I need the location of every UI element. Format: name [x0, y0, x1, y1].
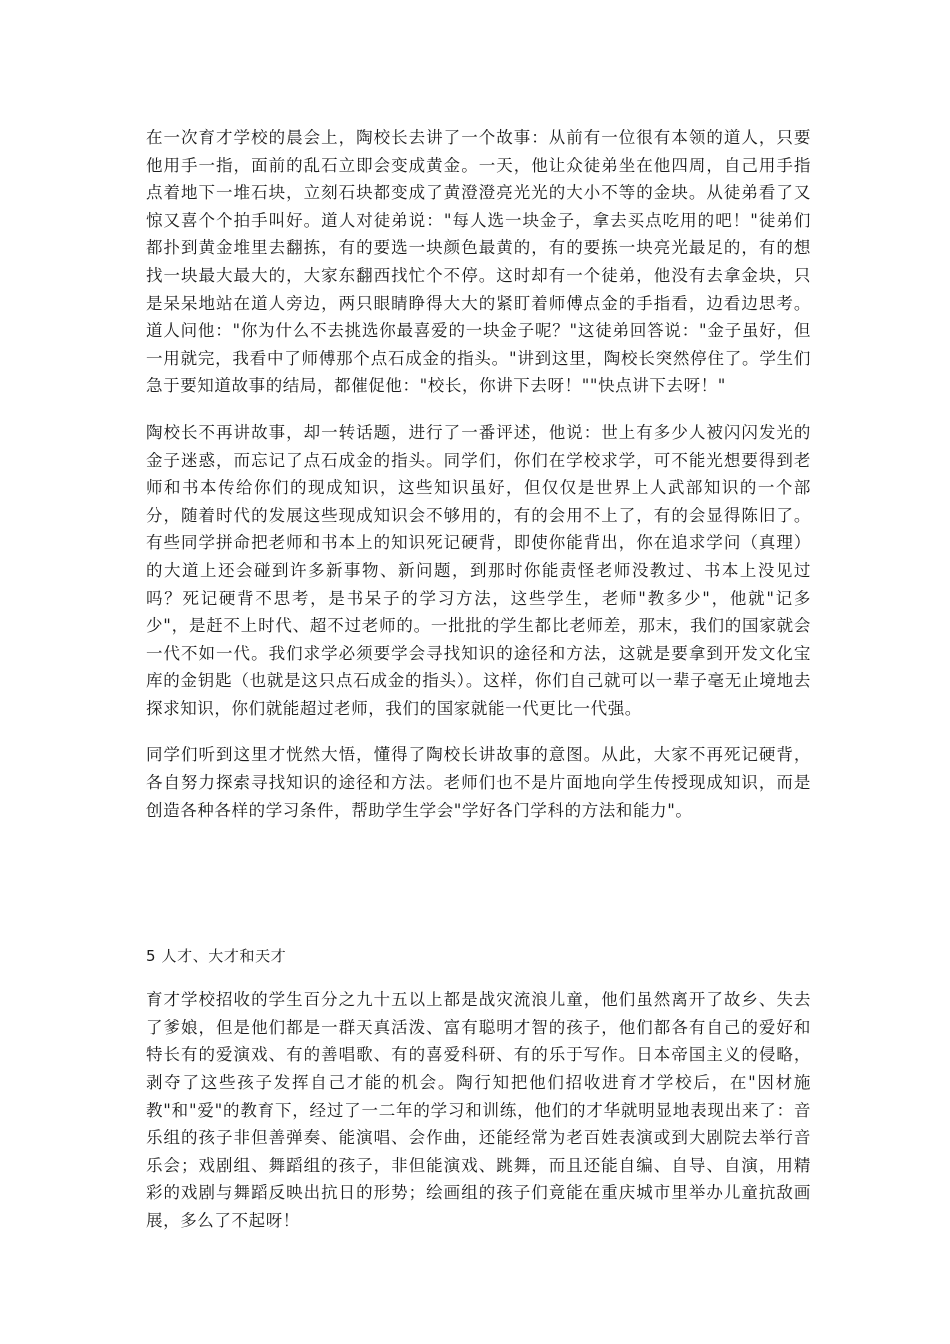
section-paragraph: 育才学校招收的学生百分之九十五以上都是战灾流浪儿童，他们虽然离开了故乡、失去了爹娘，但是他们都是一群天真活泼、富有聪明才智的孩子，他们都各有自己的爱好和特长有的爱演戏、有的善唱歌、有的喜爱科研、有的乐于写作。日本帝国主义的侵略，剥夺了这些孩子发挥自己才能的机会。陶行知把他们招收进育才学校后，在"因材施教"和"爱"的教育下，经过了一二年的学习和训练，他们的才华就明显地表现出来了：音乐组的孩子非但善弹奏、能演唱、会作曲，还能经常为老百姓表演或到大剧院去举行音乐会；戏剧组、舞蹈组的孩子，非但能演戏、跳舞，而且还能自编、自导、自演，用精彩的戏剧与舞蹈反映出抗日的形势；绘画组的孩子们竟能在重庆城市里举办儿童抗敌画展，多么了不起呀！	[146, 990, 811, 1230]
conclusion-paragraph: 同学们听到这里才恍然大悟，懂得了陶校长讲故事的意图。从此，大家不再死记硬背，各自努力探索寻找知识的途径和方法。老师们也不是片面地向学生传授现成知识，而是创造各种各样的学习条件，帮助学生学会"学好各门学科的方法和能力"。	[146, 745, 811, 820]
section-spacer	[146, 824, 811, 944]
commentary-paragraph: 陶校长不再讲故事，却一转话题，进行了一番评述，他说：世上有多少人被闪闪发光的金子迷惑，而忘记了点石成金的指头。同学们，你们在学校求学，可不能光想要得到老师和书本传给你们的现成知识，这些知识虽好，但仅仅是世界上人武部知识的一个部分，随着时代的发展这些现成知识会不够用的，有的会用不上了，有的会显得陈旧了。有些同学拼命把老师和书本上的知识死记硬背，即使你能背出，你在追求学问（真理）的大道上还会碰到许多新事物、新问题，到那时你能责怪老师没教过、书本上没见过吗？死记硬背不思考，是书呆子的学习方法，这些学生，老师"教多少"，他就"记多少"，是赶不上时代、超不过老师的。一批批的学生都比老师差，那末，我们的国家就会一代不如一代。我们求学必须要学会寻找知识的途径和方法，这就是要拿到开发文化宝库的金钥匙（也就是这只点石成金的指头）。这样，你们自己就可以一辈子毫无止境地去探求知识，你们就能超过老师，我们的国家就能一代更比一代强。	[146, 422, 811, 718]
story-paragraph: 在一次育才学校的晨会上，陶校长去讲了一个故事：从前有一位很有本领的道人，只要他用手一指，面前的乱石立即会变成黄金。一天，他让众徒弟坐在他四周，自己用手指点着地下一堆石块，立刻石块都变成了黄澄澄亮光光的大小不等的金块。从徒弟看了又惊又喜个个拍手叫好。道人对徒弟说："每人选一块金子，拿去买点吃用的吧！"徒弟们都扑到黄金堆里去翻拣，有的要选一块颜色最黄的，有的要拣一块亮光最足的，有的想找一块最大最大的，大家东翻西找忙个不停。这时却有一个徒弟，他没有去拿金块，只是呆呆地站在道人旁边，两只眼睛睁得大大的紧盯着师傅点金的手指看，边看边思考。道人问他："你为什么不去挑选你最喜爱的一块金子呢？"这徒弟回答说："金子虽好，但一用就完，我看中了师傅那个点石成金的指头。"讲到这里，陶校长突然停住了。学生们急于要知道故事的结局，都催促他："校长，你讲下去呀！""快点讲下去呀！"	[146, 128, 811, 396]
section-heading: 5 人才、大才和天才	[146, 947, 287, 966]
document-page	[146, 124, 811, 1235]
